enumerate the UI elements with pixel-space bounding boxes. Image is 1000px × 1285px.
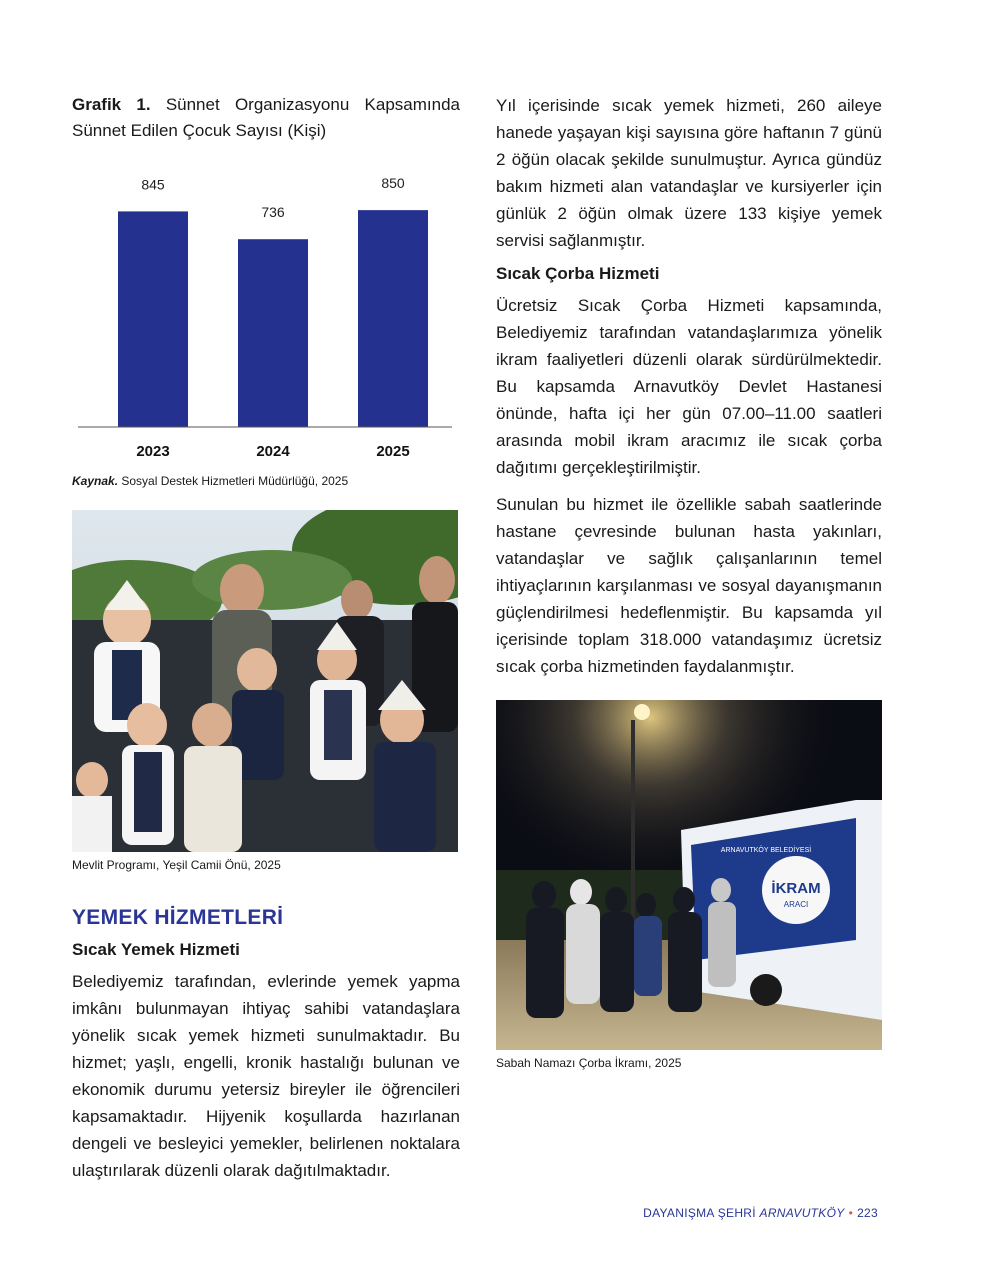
paragraph-soup-impact: Sunulan bu hizmet ile özellikle sabah saatlerinde hastane çevresinde bulunan hasta yakınları, vatandaşlar ve sağlık çalışanlarının temel ihtiyaçlarının karşılanması ve sosyal dayanışmanın güçlendirilmesi hedeflenmiştir. Bu kapsamda yıl içerisinde toplam 318.000 vatandaşımız ücretsiz sıcak çorba hizmetinden faydalanmıştır. xyxy=(496,495,882,676)
vehicle-brand: ARNAVUTKÖY BELEDİYESİ xyxy=(720,847,812,854)
value-label-2023: 845 xyxy=(141,176,165,193)
footer-text: DAYANIŞMA ŞEHRİ xyxy=(643,1206,760,1220)
page-number: 223 xyxy=(857,1206,878,1220)
value-label-2025: 850 xyxy=(381,175,405,192)
section-title: YEMEK HİZMETLERİ xyxy=(72,906,284,929)
mevlit-photo xyxy=(72,510,458,852)
soup-photo-caption: Sabah Namazı Çorba İkramı, 2025 xyxy=(496,1056,682,1070)
x-tick-2024: 2024 xyxy=(256,443,290,460)
x-tick-2025: 2025 xyxy=(376,443,410,460)
vehicle-sign: İKRAM xyxy=(771,880,821,897)
page-footer xyxy=(643,1206,878,1220)
paragraph-hot-meal: Belediyemiz tarafından, evlerinde yemek yapma imkânı bulunmayan ihtiyaç sahibi vatandaşlara yönelik sıcak yemek hizmeti sunulmaktadır. Bu hizmet; yaşlı, engelli, kronik hastalığı bulunan ve ekonomik durumu yetersiz bireyler ile öğrencileri kapsamaktadır. Hijyenik koşullarda hazırlanan dengeli ve besleyici yemekler, belirlenen noktalara ulaştırılarak düzenli olarak dağıtılmaktadır. xyxy=(72,972,460,1180)
soup-photo-illustration xyxy=(496,700,882,1050)
chart-caption-label: Grafik 1. xyxy=(72,95,151,114)
footer-city: ARNAVUTKÖY xyxy=(759,1206,845,1220)
paragraph-meal-stats: Yıl içerisinde sıcak yemek hizmeti, 260 aileye hanede yaşayan kişi sayısına göre haftanın 7 günü 2 öğün olacak şekilde sunulmuştur. Ayrıca gündüz bakım hizmeti alan vatandaşlar ve kursiyerler için günlük 2 öğün olmak üzere 133 kişiye yemek servisi sağlanmıştır. xyxy=(496,96,882,250)
soup-photo xyxy=(496,700,882,1050)
subsection-title-hot-meal: Sıcak Yemek Hizmeti xyxy=(72,940,240,959)
footer-dot: • xyxy=(848,1206,854,1220)
mevlit-photo-illustration xyxy=(72,510,458,852)
bar-chart xyxy=(72,144,460,474)
left-column xyxy=(72,92,460,1194)
subsection-title-soup: Sıcak Çorba Hizmeti xyxy=(496,264,660,283)
source-text: Sosyal Destek Hizmetleri Müdürlüğü, 2025 xyxy=(118,474,349,488)
chart-caption xyxy=(72,92,460,144)
mevlit-photo-caption: Mevlit Programı, Yeşil Camii Önü, 2025 xyxy=(72,858,281,872)
chart-caption-text: Sünnet Organizasyonu Kapsamında Sünnet Edilen Çocuk Sayısı (Kişi) xyxy=(72,95,460,140)
paragraph-soup-service: Ücretsiz Sıcak Çorba Hizmeti kapsamında, Belediyemiz tarafından vatandaşlarımıza yönelik ikram faaliyetleri düzenli olarak sürdürülmektedir. Bu kapsamda Arnavutköy Devlet Hastanesi önünde, hafta içi her gün 07.00–11.00 saatleri arasında mobil ikram aracımız ile sıcak çorba dağıtımı gerçekleştirilmiştir. xyxy=(496,296,882,477)
source-label: Kaynak. xyxy=(72,474,119,488)
bar-2024 xyxy=(238,239,308,427)
bar-2025 xyxy=(358,210,428,427)
bar-2023 xyxy=(118,211,188,427)
x-tick-2023: 2023 xyxy=(136,443,170,460)
value-label-2024: 736 xyxy=(261,204,285,221)
chart-source xyxy=(72,474,460,488)
vehicle-sign-small: ARACI xyxy=(783,900,809,909)
bar-chart-svg xyxy=(72,144,460,474)
right-column xyxy=(496,92,882,1070)
